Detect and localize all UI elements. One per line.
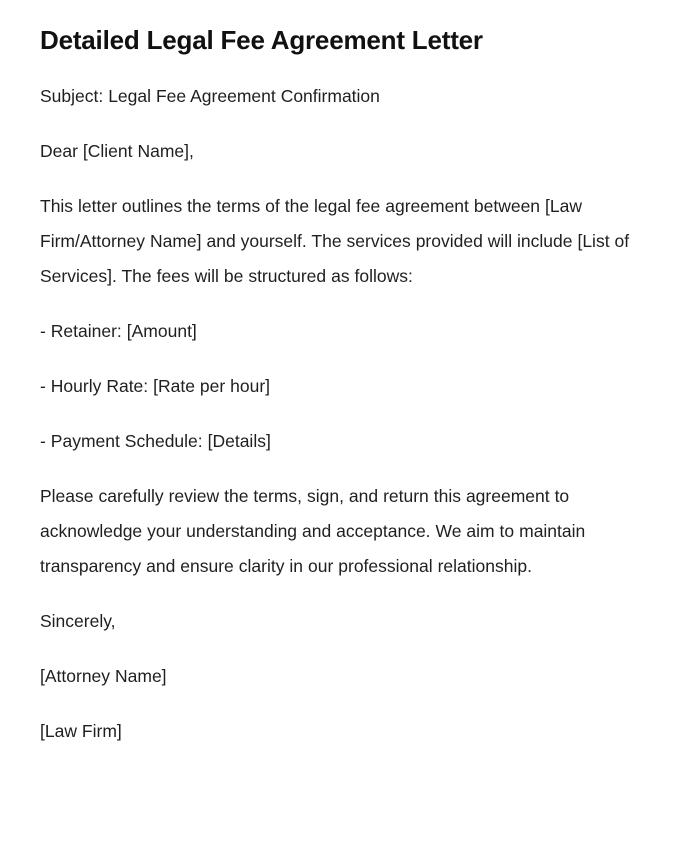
letter-body <box>40 79 660 749</box>
fee-item-hourly-rate: - Hourly Rate: [Rate per hour] <box>40 375 271 396</box>
salutation: Dear [Client Name], <box>40 140 194 161</box>
closing: Sincerely, <box>40 610 116 631</box>
signature-law-firm: [Law Firm] <box>40 720 122 741</box>
review-paragraph: Please carefully review the terms, sign, and return this agreement to acknowledge your understanding and acceptance. We aim to maintain transparency and ensure clarity in our professional relationship. <box>40 485 586 576</box>
subject-line: Subject: Legal Fee Agreement Confirmation <box>40 85 380 106</box>
fee-item-payment-schedule: - Payment Schedule: [Details] <box>40 430 271 451</box>
intro-paragraph: This letter outlines the terms of the legal fee agreement between [Law Firm/Attorney Name] and yourself. The services provided will include [List of Services]. The fees will be structured as follows: <box>40 195 630 286</box>
page-title: Detailed Legal Fee Agreement Letter <box>40 25 483 55</box>
signature-attorney-name: [Attorney Name] <box>40 665 167 686</box>
fee-item-retainer: - Retainer: [Amount] <box>40 320 197 341</box>
